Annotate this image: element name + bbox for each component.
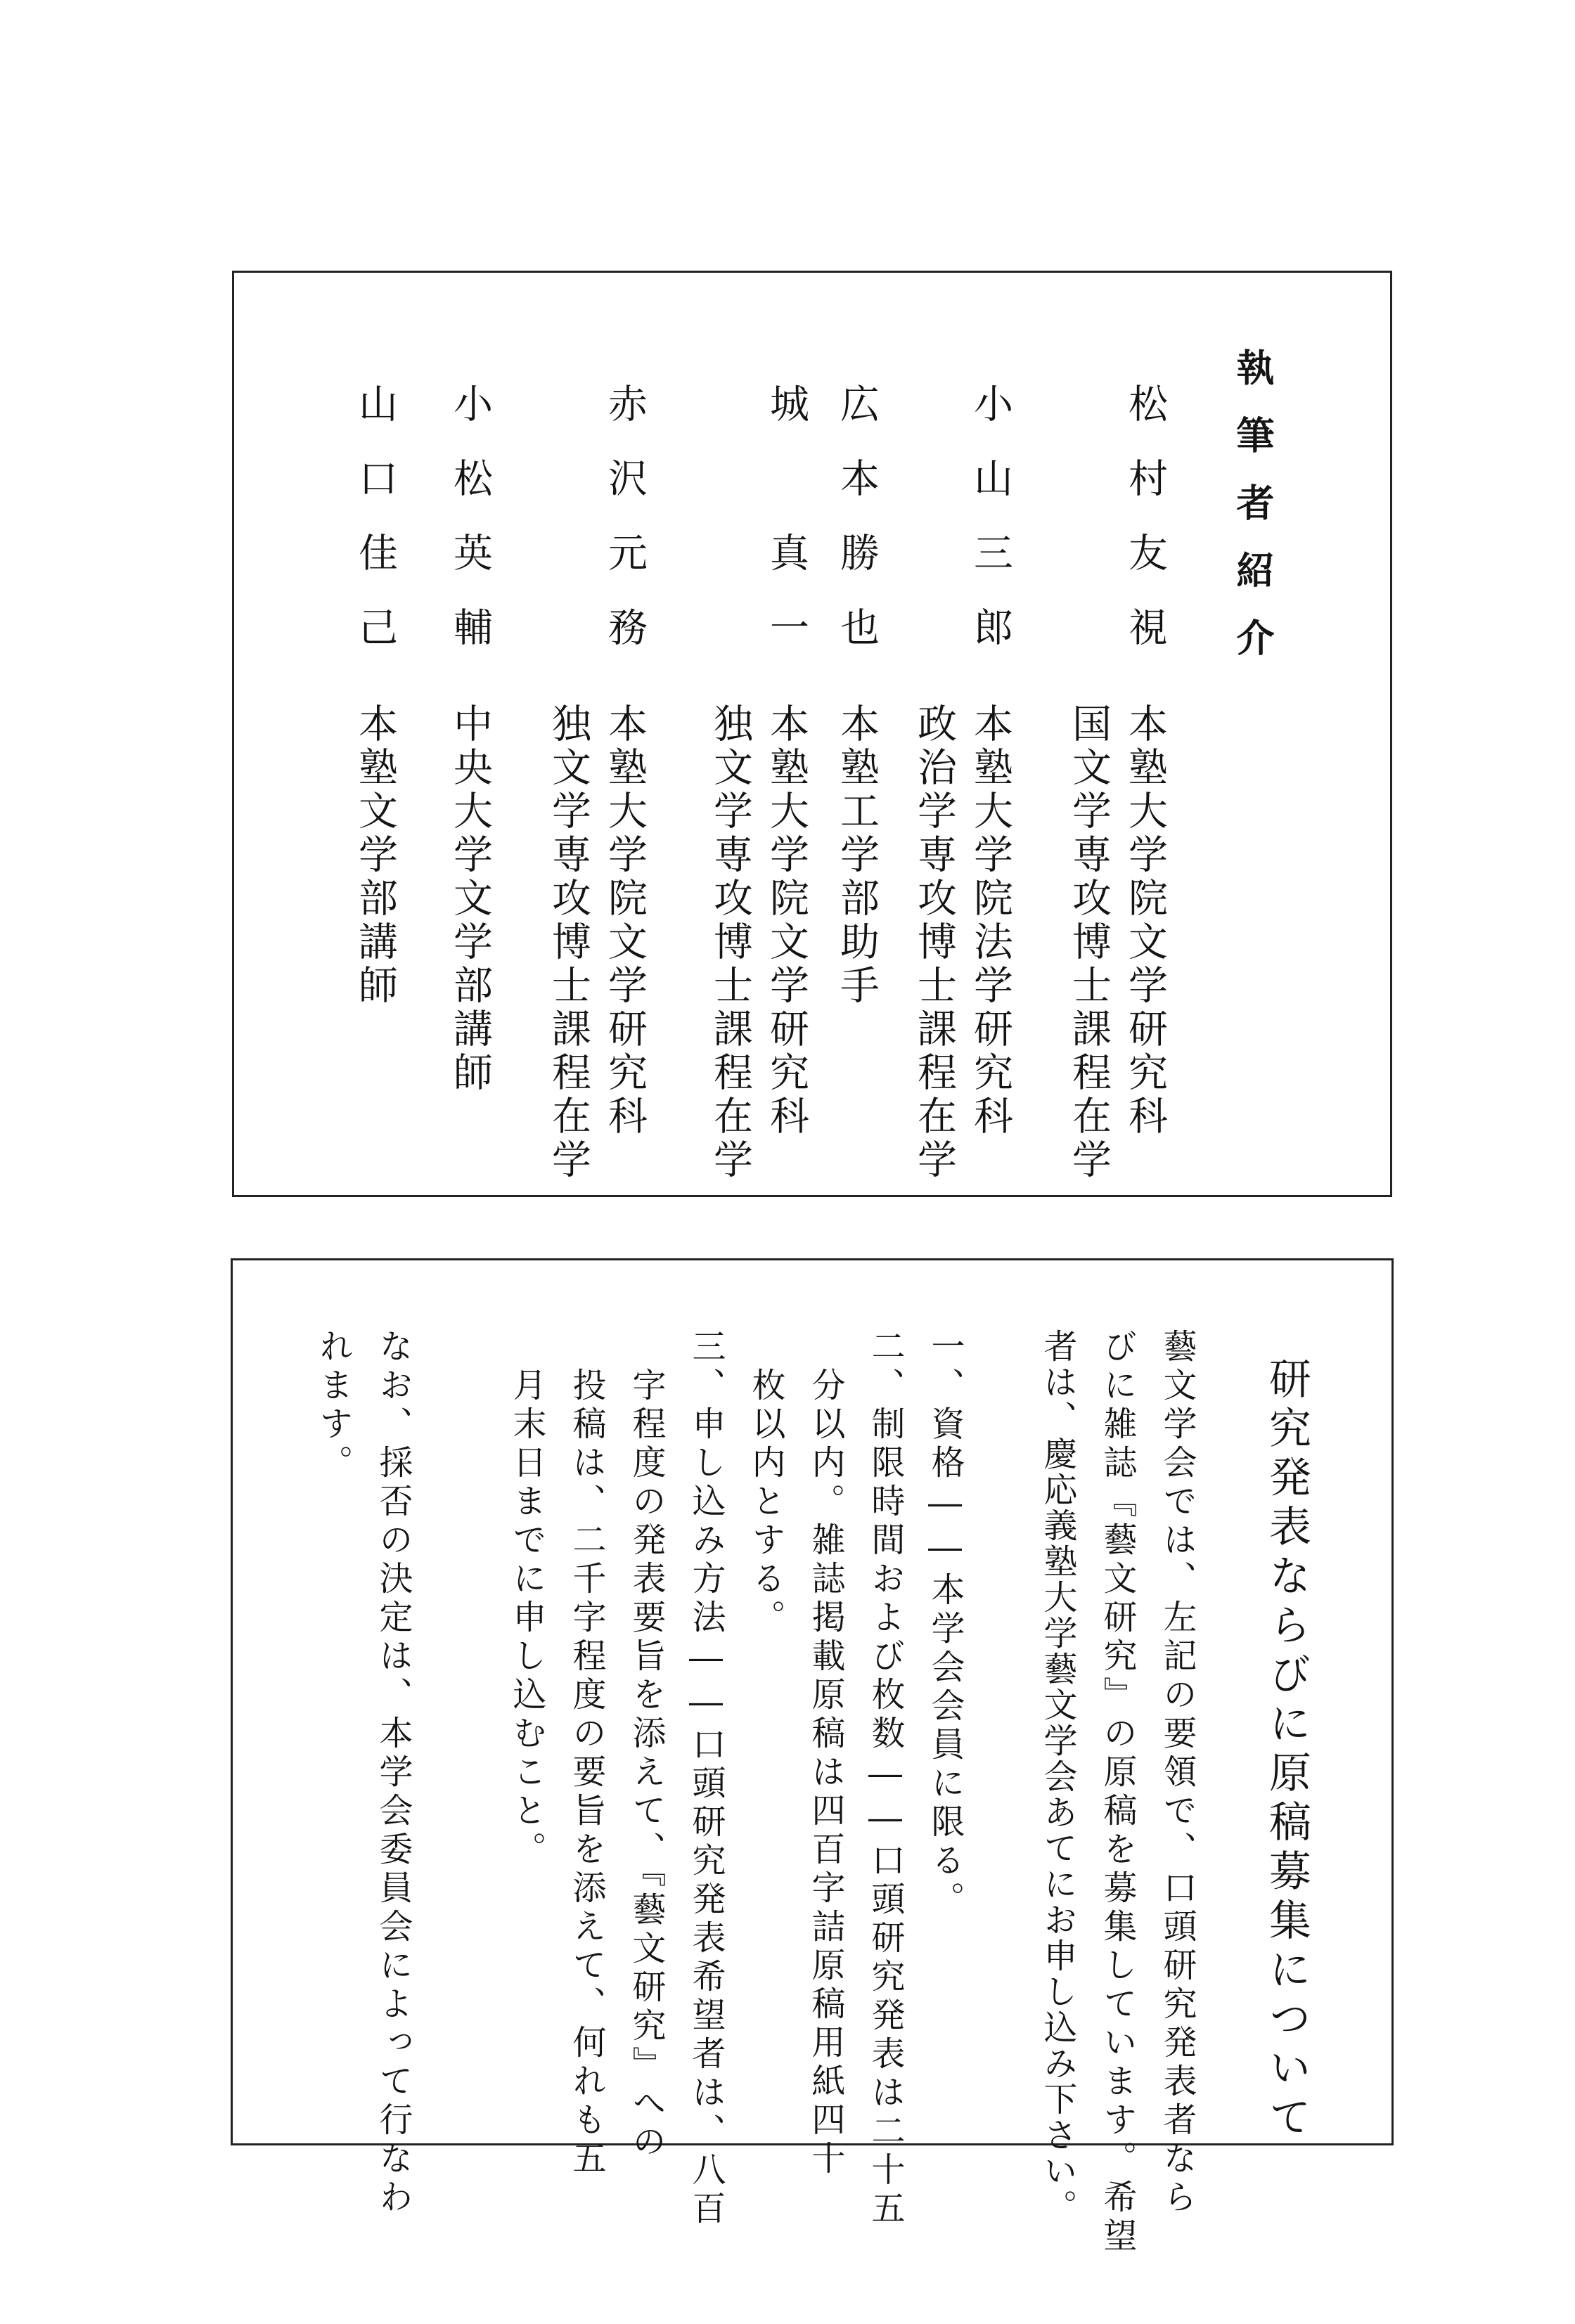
contributor-affiliation: 本塾大学院文学研究科: [602, 703, 648, 1139]
contributor-affiliation: 独文学専攻博士課程在学: [707, 703, 753, 1182]
contributors-heading: 執筆者紹介: [1230, 348, 1275, 685]
contributor-name: 小松英輔: [447, 383, 493, 681]
contributor-name: 山口佳己: [352, 383, 398, 681]
contributor-affiliation: 政治学専攻博士課程在学: [911, 703, 957, 1182]
call-line: 二、制限時間および枚数――口頭研究発表は二十五: [866, 1329, 905, 2229]
call-line: びに雑誌『藝文研究』の原稿を募集しています。希望: [1098, 1329, 1137, 2257]
contributor-affiliation: 本塾大学院文学研究科: [764, 703, 809, 1139]
contributor-affiliation: 中央大学文学部講師: [447, 703, 493, 1095]
call-line: 一、資格――本学会会員に限る。: [925, 1329, 965, 1920]
contributor-name: 赤沢元務: [602, 383, 648, 681]
contributors-box: [232, 271, 1392, 1197]
call-line: 投稿は、二千字程度の要旨を添えて、何れも五: [567, 1367, 606, 2179]
contributor-affiliation: 本塾大学院法学研究科: [968, 703, 1013, 1139]
contributor-affiliation: 本塾大学院文学研究科: [1122, 703, 1168, 1139]
call-title: 研究発表ならびに原稿募集について: [1262, 1357, 1311, 2144]
contributor-affiliation: 国文学専攻博士課程在学: [1066, 703, 1112, 1182]
call-line: なお、採否の決定は、本学会委員会によって行なわ: [373, 1329, 413, 2218]
call-line: 分以内。雑誌掲載原稿は四百字詰原稿用紙四十: [806, 1367, 845, 2179]
contributor-name: 広本勝也: [834, 383, 880, 681]
contributor-name: 城 真一: [764, 383, 809, 681]
call-line: れます。: [314, 1329, 353, 1483]
call-line: 藝文学会では、左記の要領で、口頭研究発表者なら: [1157, 1329, 1197, 2218]
call-line: 字程度の発表要旨を添えて、『藝文研究』への: [626, 1367, 666, 2162]
contributor-name: 松村友視: [1122, 383, 1168, 681]
contributor-name: 小山三郎: [968, 383, 1013, 681]
call-line: 枚以内とする。: [746, 1367, 785, 1638]
contributor-affiliation: 本塾文学部講師: [352, 703, 398, 1008]
contributor-affiliation: 独文学専攻博士課程在学: [546, 703, 591, 1182]
call-line: 者は、慶応義塾大学藝文学会あてにお申し込み下さい。: [1038, 1329, 1077, 2225]
contributor-affiliation: 本塾工学部助手: [834, 703, 880, 1008]
call-line: 月末日までに申し込むこと。: [507, 1367, 546, 1870]
call-line: 三、申し込み方法――口頭研究発表希望者は、八百: [686, 1329, 726, 2229]
